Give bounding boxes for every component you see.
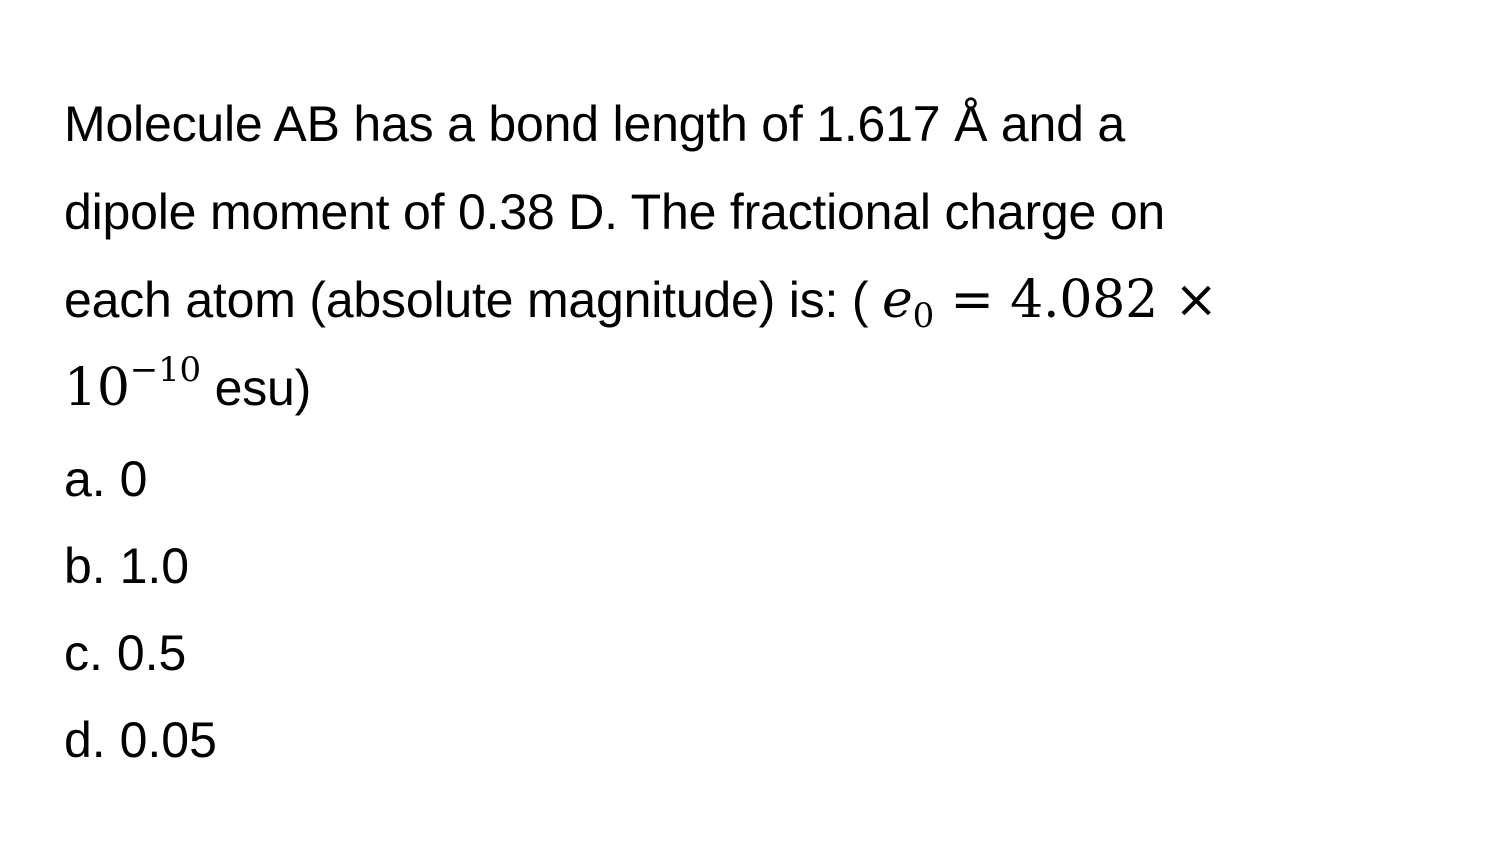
math-symbol: e [882, 270, 913, 330]
question-line-1: Molecule AB has a bond length of 1.617 Å and a [64, 96, 1126, 152]
question-line-3 [64, 256, 1444, 344]
option-d[interactable] [64, 697, 217, 784]
math-equals: = [950, 270, 994, 330]
question-line-2: dipole moment of 0.38 D. The fractional charge on [64, 184, 1166, 240]
math-times: × [1174, 270, 1218, 330]
answer-options [64, 436, 217, 784]
option-value: 0 [119, 451, 148, 507]
option-label: d. [64, 712, 106, 768]
option-label: b. [64, 538, 106, 594]
math-base: 10 [64, 358, 130, 418]
math-coefficient: 4.082 [1010, 270, 1158, 330]
option-c[interactable] [64, 610, 217, 697]
charge-constant-math [882, 270, 1218, 336]
option-value: 0.05 [119, 712, 217, 768]
option-value: 1.0 [119, 538, 190, 594]
exponent-math [64, 350, 201, 418]
unit-suffix: esu) [200, 360, 312, 416]
question-line-3-text: each atom (absolute magnitude) is: ( [64, 272, 869, 328]
math-subscript: 0 [912, 296, 935, 336]
question-line-4 [64, 344, 1444, 432]
option-label: a. [64, 451, 106, 507]
option-value: 0.5 [116, 625, 187, 681]
question-text [64, 80, 1444, 432]
option-label: c. [64, 625, 103, 681]
option-a[interactable] [64, 436, 217, 523]
option-b[interactable] [64, 523, 217, 610]
math-exponent: −10 [129, 350, 201, 390]
